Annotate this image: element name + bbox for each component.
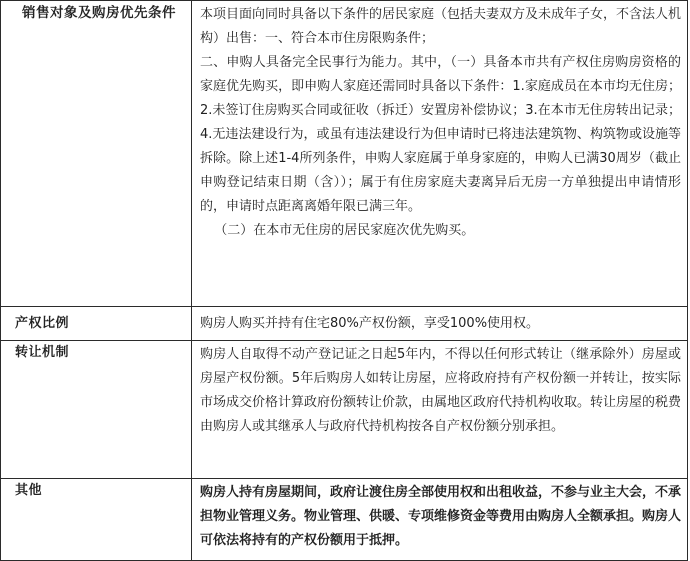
sales-paragraph-1: 本项目面向同时具备以下条件的居民家庭（包括夫妻双方及未成年子女，不含法人机构）出售：一、符合本市住房限购条件； [200,7,682,46]
row-label-sales: 销售对象及购房优先条件 [1,1,192,307]
table-row-transfer [1,341,688,479]
row-content-ratio: 购房人购买并持有住宅80%产权份额，享受100%使用权。 [192,307,688,341]
table-row-ratio [1,307,688,341]
table-row-sales [1,1,688,307]
row-label-other: 其他 [1,479,192,561]
sales-paragraph-2: 二、申购人具备完全民事行为能力。其中，（一）具备本市共有产权住房购房资格的家庭优先购买，即申购人家庭还需同时具备以下条件：1.家庭成员在本市均无住房；2.未签订住房购买合同或征收（拆迁）安置房补偿协议；3.在本市无住房转出记录；4.无违法建设行为，或虽有违法建设行为但申请时已将违法建筑物、构筑物或设施等拆除。除上述1-4所列条件，申购人家庭属于单身家庭的，申购人已满30周岁（截止申购登记结束日期（含））；属于有住房家庭夫妻离异后无房一方单独提出申请情形的，申请时点距离离婚年限已满三年。 [200,55,681,214]
row-content-other: 购房人持有房屋期间，政府让渡住房全部使用权和出租收益，不参与业主大会，不承担物业管理义务。物业管理、供暖、专项维修资金等费用由购房人全额承担。购房人可依法将持有的产权份额用于抵押。 [192,479,688,561]
row-content-sales [192,1,688,307]
sales-paragraph-3: （二）在本市无住房的居民家庭次优先购买。 [214,223,475,238]
row-label-ratio: 产权比例 [1,307,192,341]
row-label-transfer: 转让机制 [1,341,192,479]
table-row-other [1,479,688,561]
row-content-transfer: 购房人自取得不动产登记证之日起5年内，不得以任何形式转让（继承除外）房屋或房屋产权份额。5年后购房人如转让房屋，应将政府持有产权份额一并转让，按实际市场成交价格计算政府份额转让价款，由属地区政府代持机构收取。转让房屋的税费由购房人或其继承人与政府代持机构按各自产权份额分别承担。 [192,341,688,479]
